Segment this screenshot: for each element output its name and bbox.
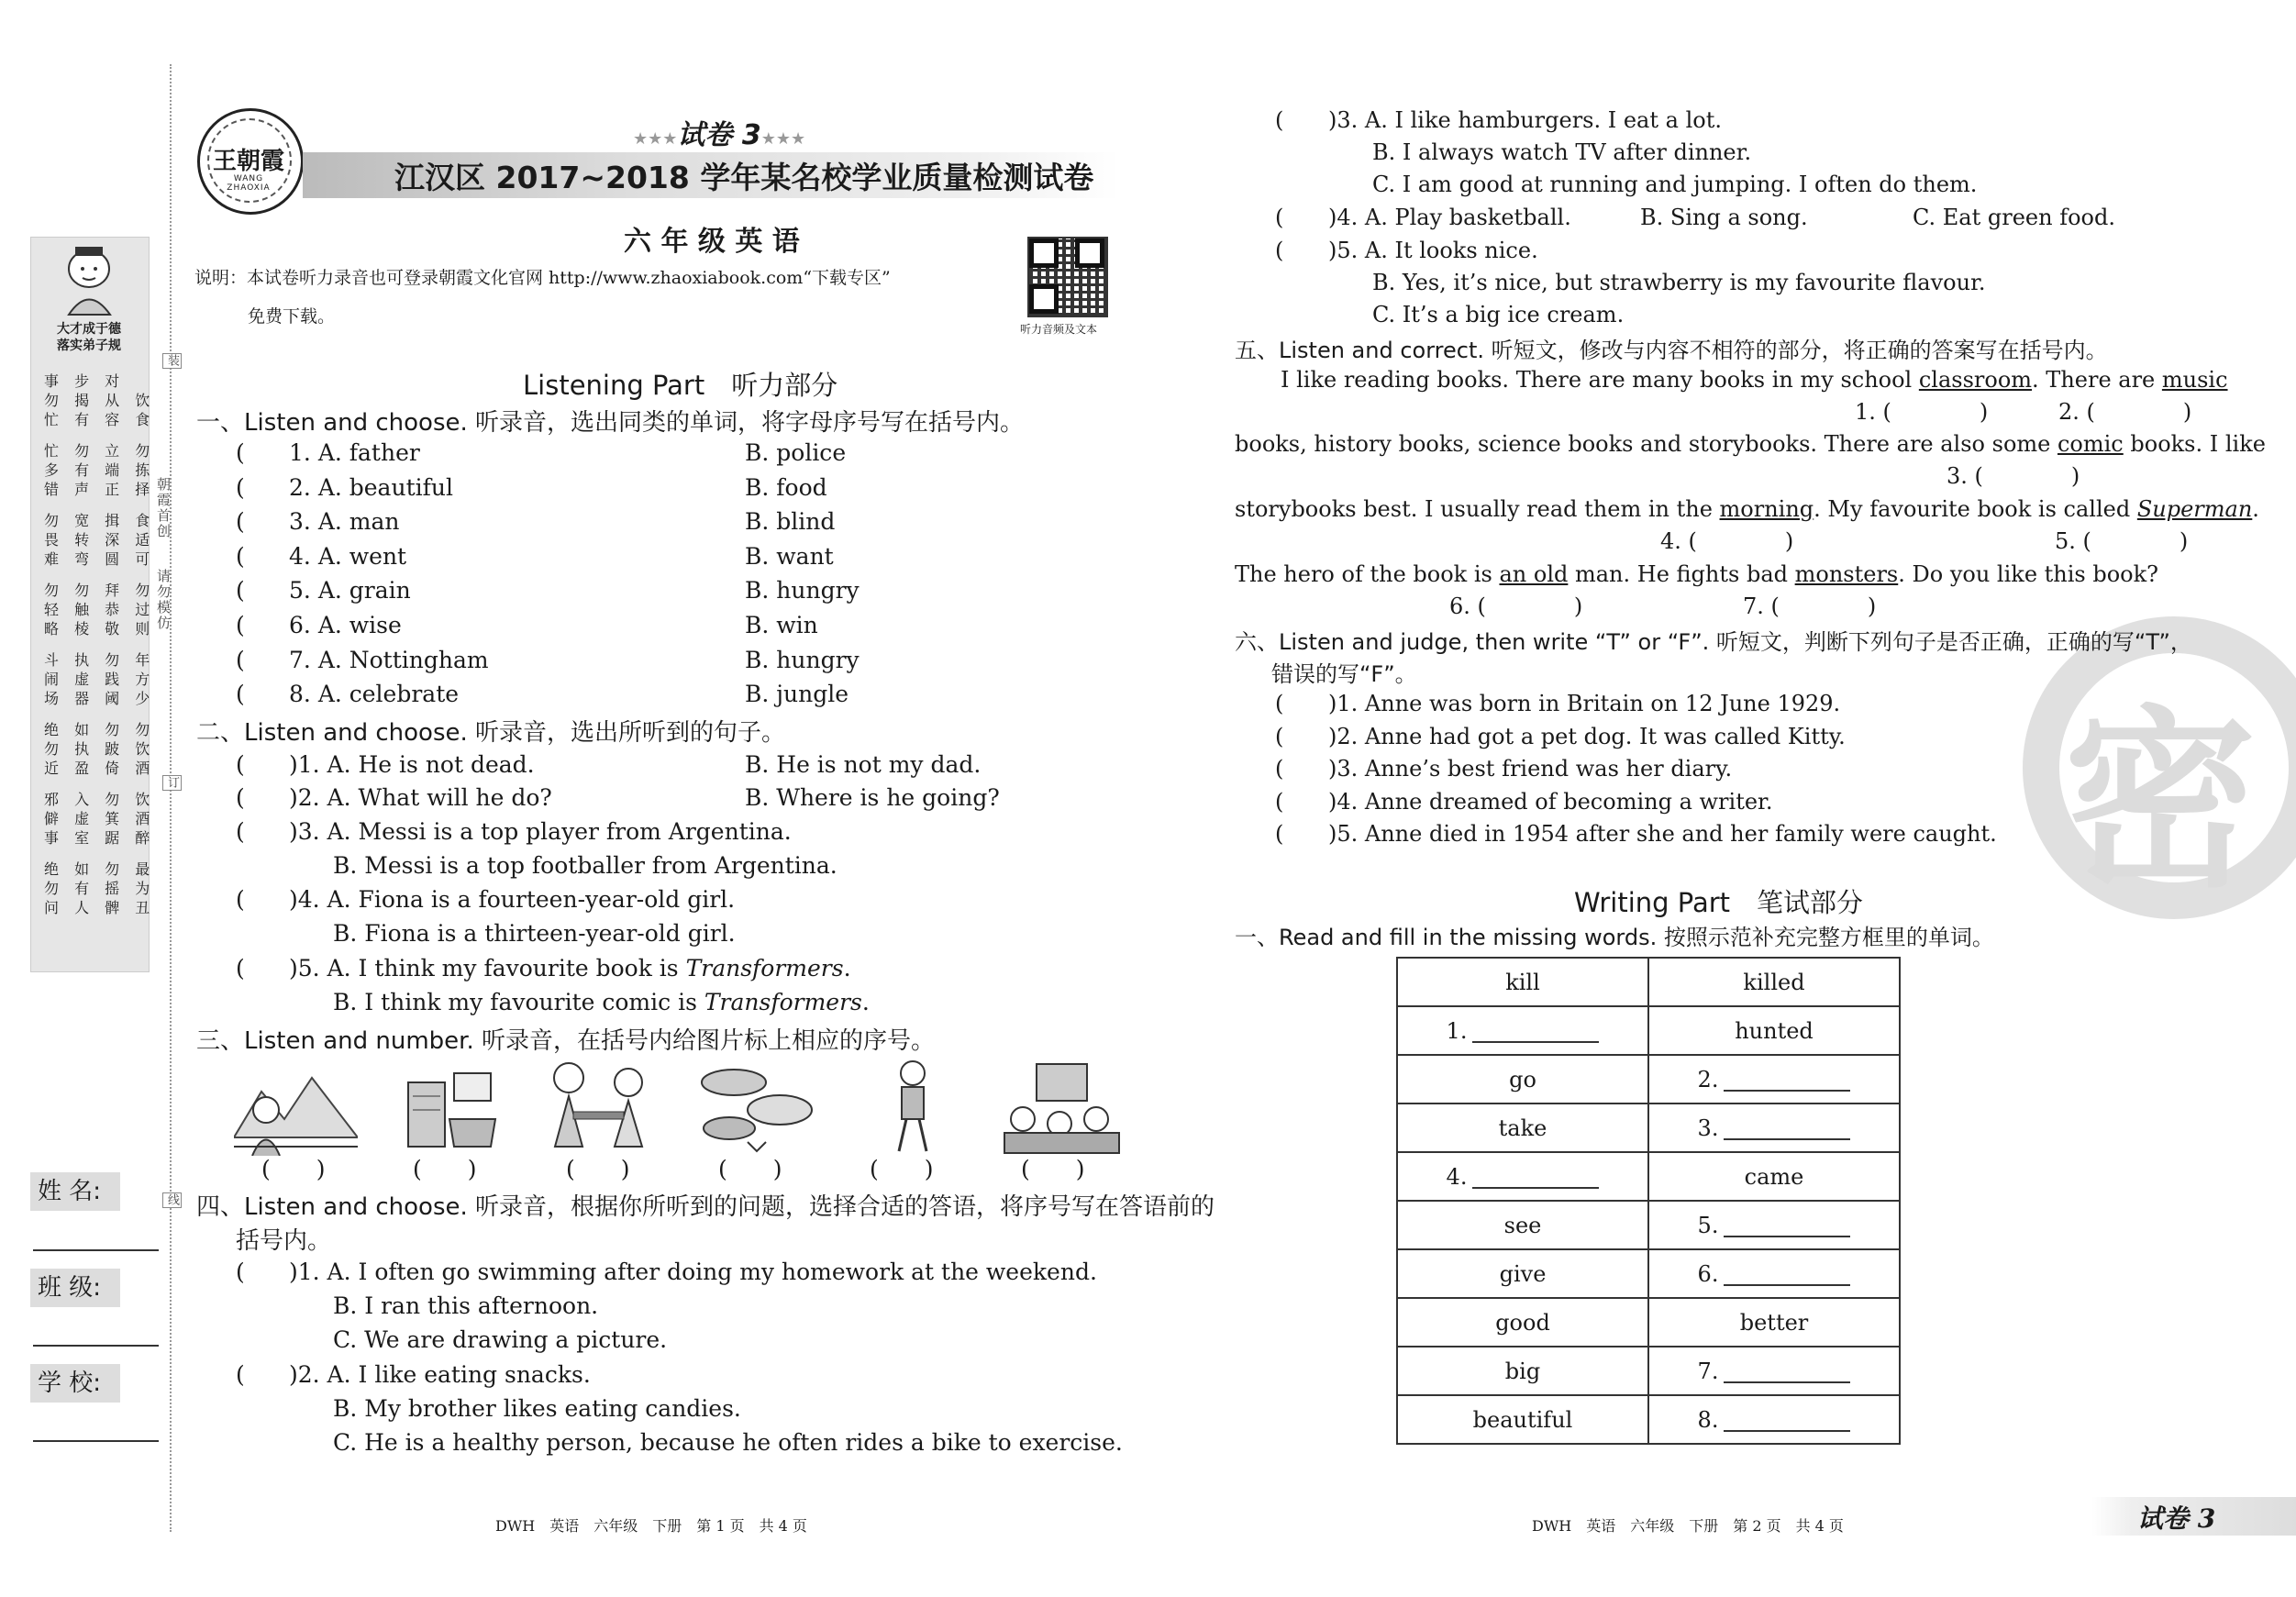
- table-row: [1397, 1298, 1900, 1347]
- fill-in-cell[interactable]: [1648, 1249, 1900, 1298]
- cell-text: 6.: [1697, 1260, 1719, 1287]
- proverb-line: 事 室 踞 醉: [44, 829, 156, 847]
- option-a: A. went: [317, 543, 407, 570]
- s1-item-a: [236, 541, 406, 572]
- cell-text: 3.: [1697, 1115, 1719, 1141]
- item-number: 5.: [289, 577, 311, 604]
- answer-blank[interactable]: [1724, 1118, 1850, 1140]
- s1-item-a: [236, 438, 420, 469]
- statement: )2. Anne had got a pet dog. It was called Kitty.: [1328, 724, 1846, 749]
- proverb-line: 场 器 阈 少: [44, 690, 156, 707]
- answer-bracket[interactable]: (: [236, 508, 245, 535]
- s5-line1: I like reading books. There are many books in my school classroom. There are music: [1281, 367, 2228, 393]
- proverb-line: 勿 有 摇 为: [44, 880, 156, 897]
- answer-blank[interactable]: [1724, 1070, 1850, 1092]
- qr-corner: [1029, 284, 1059, 314]
- logo-text: 王朝霞: [212, 148, 284, 175]
- s1-item-b: B. jungle: [745, 681, 849, 707]
- writing-part-title: Writing Part 笔试部分: [1574, 887, 1864, 918]
- proverb-line: 绝 如 勿 最: [44, 860, 156, 878]
- qr-corner: [1075, 238, 1104, 268]
- s2-item5-a: ( )5. A. I think my favourite book is Transformers.: [236, 955, 851, 981]
- s5-mark2[interactable]: 2. ( ): [2058, 399, 2192, 425]
- answer-bracket[interactable]: (: [236, 577, 245, 604]
- answer-blank[interactable]: [1472, 1167, 1599, 1189]
- section6-heading-line2: 错误的写“F”。: [1271, 661, 1417, 687]
- cell-text: 8.: [1697, 1406, 1719, 1433]
- picture-answer-bracket[interactable]: ( ): [566, 1156, 630, 1182]
- proverb-line: 忙 有 容 食: [44, 411, 156, 428]
- answer-blank[interactable]: [1724, 1361, 1850, 1383]
- cut-mark: 订: [162, 775, 182, 791]
- listening-part-title: Listening Part 听力部分: [523, 370, 838, 401]
- picture-answer-bracket[interactable]: ( ): [718, 1156, 782, 1182]
- s4-q3-c: C. I am good at running and jumping. I often do them.: [1372, 172, 1978, 197]
- s5-mark6[interactable]: 6. ( ): [1449, 593, 1583, 619]
- word-cell: [1397, 1249, 1648, 1298]
- word-cell: [1397, 1298, 1648, 1347]
- s4-q1-c: C. We are drawing a picture.: [333, 1326, 668, 1353]
- proverb-line: 轻 触 恭 过: [44, 601, 156, 618]
- cell-text: kill: [1505, 969, 1540, 995]
- exam-title: 江汉区 2017~2018 学年某名校学业质量检测试卷: [394, 160, 1094, 195]
- picture-family-watching-tv: [1000, 1055, 1124, 1156]
- option-a: A. man: [317, 508, 400, 535]
- s5-mark5[interactable]: 5. ( ): [2055, 528, 2189, 554]
- mascot-figure: [55, 243, 124, 316]
- proverb-line: 僻 虚 箕 酒: [44, 810, 156, 827]
- proverb-gap: [44, 429, 136, 441]
- cell-text: take: [1498, 1115, 1547, 1141]
- section4-heading: 四、Listen and choose. 听录音，根据你所听到的问题，选择合适的答语，将序号写在答语前的: [196, 1193, 1215, 1221]
- word-cell: [1397, 1055, 1648, 1103]
- fill-in-cell[interactable]: [1397, 1006, 1648, 1055]
- cell-text: 4.: [1446, 1163, 1468, 1190]
- answer-bracket[interactable]: (: [1275, 724, 1284, 749]
- option-a: A. grain: [317, 577, 411, 604]
- s4-q3-b: B. I always watch TV after dinner.: [1372, 139, 1752, 165]
- proverb-line: 难 弯 圆 可: [44, 550, 156, 568]
- section6-heading: 六、Listen and judge, then write “T” or “F”. 听短文，判断下列句子是否正确，正确的写“T”，: [1235, 629, 2192, 655]
- name-label: 姓 名:: [30, 1172, 120, 1211]
- word-cell: [1648, 1006, 1900, 1055]
- cell-text: beautiful: [1472, 1406, 1573, 1433]
- s2-item2-a: ( )2. A. What will he do?: [236, 784, 552, 811]
- s1-item-a: [236, 472, 453, 504]
- s1-item-b: B. police: [745, 439, 847, 466]
- s1-item-a: [236, 506, 399, 538]
- fill-in-cell[interactable]: [1648, 1395, 1900, 1444]
- s4-q1-b: B. I ran this afternoon.: [333, 1292, 599, 1319]
- writing-section1-heading: 一、Read and fill in the missing words. 按照示范补充完整方框里的单词。: [1235, 925, 1994, 950]
- answer-blank[interactable]: [1724, 1410, 1850, 1432]
- qr-caption: 听力音频及文本: [1020, 323, 1098, 336]
- answer-bracket[interactable]: (: [236, 439, 245, 466]
- table-row: [1397, 1006, 1900, 1055]
- footer-right: DWH 英语 六年级 下册 第 2 页 共 4 页: [1532, 1517, 1844, 1535]
- word-cell: [1397, 1103, 1648, 1152]
- s2-item4-a: ( )4. A. Fiona is a fourteen-year-old girl.: [236, 886, 736, 913]
- s5-mark4[interactable]: 4. ( ): [1660, 528, 1794, 554]
- s2-item3-a: ( )3. A. Messi is a top player from Argentina.: [236, 818, 792, 845]
- s5-line4: The hero of the book is an old man. He fights bad monsters. Do you like this book?: [1235, 561, 2159, 587]
- proverb-gap: [44, 569, 136, 581]
- proverb-line: 勿 执 跛 饮: [44, 740, 156, 758]
- vertical-note-no-copy: 请勿模仿: [155, 569, 172, 631]
- logo-subtext: WANG ZHAOXIA: [227, 174, 271, 193]
- proverb-line: 多 有 端 拣: [44, 461, 156, 479]
- proverbs-list: [44, 372, 156, 917]
- s1-item-a: [236, 645, 489, 676]
- item-number: 1.: [289, 439, 311, 466]
- proverb-gap: [44, 848, 136, 859]
- statement: )3. Anne’s best friend was her diary.: [1328, 756, 1733, 782]
- s4-q1-a: ( )1. A. I often go swimming after doing my homework at the weekend.: [236, 1259, 1097, 1285]
- option-a: A. Nottingham: [317, 647, 489, 673]
- proverb-gap: [44, 708, 136, 720]
- s6-item: [1275, 688, 1840, 719]
- answer-bracket[interactable]: (: [236, 647, 245, 673]
- answer-blank[interactable]: [1724, 1264, 1850, 1286]
- s4-q5-c: C. It’s a big ice cream.: [1372, 302, 1625, 327]
- s1-item-a: [236, 575, 411, 606]
- footer-badge-text: 试卷 3: [2137, 1503, 2216, 1534]
- item-number: 6.: [289, 612, 311, 638]
- item-number: 7.: [289, 647, 311, 673]
- cut-mark: 装: [162, 353, 182, 369]
- s6-item: [1275, 818, 1997, 849]
- answer-blank[interactable]: [1472, 1021, 1599, 1043]
- s4-q2-a: ( )2. A. I like eating snacks.: [236, 1361, 591, 1388]
- s5-line2: books, history books, science books and storybooks. There are also some comic books. I like: [1235, 431, 2266, 457]
- vertical-note-original: 朝霞首创: [155, 477, 172, 539]
- cell-text: 5.: [1697, 1212, 1719, 1238]
- answer-bracket[interactable]: (: [1275, 821, 1284, 847]
- proverb-line: 近 盈 倚 酒: [44, 760, 156, 777]
- table-row: [1397, 1249, 1900, 1298]
- proverb-line: 邪 入 勿 饮: [44, 791, 156, 808]
- answer-bracket[interactable]: (: [1275, 691, 1284, 716]
- proverb-gap: [44, 499, 136, 511]
- picture-answer-bracket[interactable]: ( ): [261, 1156, 326, 1182]
- proverb-line: 忙 勿 立 勿: [44, 442, 156, 460]
- school-label: 学 校:: [30, 1364, 120, 1403]
- word-cell: [1397, 958, 1648, 1006]
- section4-heading-line2: 括号内。: [236, 1227, 332, 1255]
- s5-mark1[interactable]: 1. ( ): [1855, 399, 1989, 425]
- s2-item5-b: B. I think my favourite comic is Transformers.: [333, 989, 870, 1015]
- option-a: A. beautiful: [317, 474, 453, 501]
- option-a: A. wise: [317, 612, 402, 638]
- s6-item: [1275, 753, 1732, 784]
- s2-item1-b: B. He is not my dad.: [745, 751, 982, 778]
- s2-item4-b: B. Fiona is a thirteen-year-old girl.: [333, 920, 736, 947]
- s1-item-a: [236, 610, 402, 641]
- cell-text: hunted: [1735, 1017, 1814, 1044]
- cell-text: 1.: [1446, 1017, 1468, 1044]
- motto-caption: 大才成于德 落实弟子规: [57, 322, 121, 353]
- s6-item: [1275, 786, 1773, 817]
- proverb-line: 畏 转 深 适: [44, 531, 156, 549]
- proverb-line: 事 步 对: [44, 372, 126, 390]
- proverb-line: 勿 揭 从 饮: [44, 392, 156, 409]
- qr-corner: [1029, 238, 1059, 268]
- subject-title: 六 年 级 英 语: [624, 226, 800, 258]
- s2-item2-b: B. Where is he going?: [745, 784, 1000, 811]
- picture-answer-bracket[interactable]: ( ): [413, 1156, 477, 1182]
- verb-forms-table: [1396, 957, 1901, 1445]
- word-cell: [1397, 1347, 1648, 1395]
- picture-walking-boy: [858, 1055, 982, 1156]
- proverb-line: 略 棱 敬 则: [44, 620, 156, 638]
- s1-item-b: B. blind: [745, 508, 836, 535]
- answer-blank[interactable]: [1724, 1215, 1850, 1237]
- cell-text: see: [1503, 1212, 1542, 1238]
- s1-item-b: B. hungry: [745, 647, 860, 673]
- note-line-1: 说明：本试卷听力录音也可登录朝霞文化官网 http://www.zhaoxiabook.com“下载专区”: [194, 268, 891, 288]
- section2-heading: 二、Listen and choose. 听录音，选出所听到的句子。: [196, 719, 786, 747]
- class-field[interactable]: [33, 1345, 159, 1347]
- s1-item-b: B. hungry: [745, 577, 860, 604]
- fill-in-cell[interactable]: [1648, 1347, 1900, 1395]
- item-number: 3.: [289, 508, 311, 535]
- fill-in-cell[interactable]: [1648, 1055, 1900, 1103]
- school-field[interactable]: [33, 1440, 159, 1442]
- s4-q4-c: C. Eat green food.: [1913, 205, 2115, 230]
- picture-book-and-bag: [385, 1055, 509, 1156]
- section1-heading: 一、Listen and choose. 听录音，选出同类的单词，将字母序号写在括号内。: [196, 409, 1025, 437]
- table-row: [1397, 1347, 1900, 1395]
- s4-q4-a: ( )4. A. Play basketball.: [1275, 205, 1571, 230]
- section3-heading: 三、Listen and number. 听录音，在括号内给图片标上相应的序号。: [196, 1027, 935, 1055]
- item-number: 8.: [289, 681, 311, 707]
- answer-bracket[interactable]: (: [236, 474, 245, 501]
- s5-mark7[interactable]: 7. ( ): [1743, 593, 1877, 619]
- option-a: A. father: [317, 439, 420, 466]
- section5-heading: 五、Listen and correct. 听短文，修改与内容不相符的部分，将正确的答案写在括号内。: [1235, 338, 2108, 363]
- table-row: [1397, 958, 1900, 1006]
- statement: )4. Anne dreamed of becoming a writer.: [1328, 789, 1773, 815]
- answer-bracket[interactable]: (: [236, 612, 245, 638]
- statement: )5. Anne died in 1954 after she and her family were caught.: [1328, 821, 1997, 847]
- s4-q4-b: B. Sing a song.: [1640, 205, 1808, 230]
- proverb-line: 绝 如 勿 勿: [44, 721, 156, 738]
- secret-stamp-char: 密: [2064, 689, 2257, 914]
- answer-bracket[interactable]: (: [236, 681, 245, 707]
- picture-children-with-ruler: [537, 1055, 660, 1156]
- cell-text: go: [1509, 1066, 1536, 1092]
- paper-label: ★★★试卷 3★★★: [633, 119, 806, 151]
- s1-item-b: B. food: [745, 474, 827, 501]
- cell-text: 7.: [1697, 1358, 1719, 1384]
- word-cell: [1648, 1298, 1900, 1347]
- s5-mark3[interactable]: 3. ( ): [1947, 463, 2080, 489]
- s4-q2-c: C. He is a healthy person, because he often rides a bike to exercise.: [333, 1429, 1123, 1456]
- table-row: [1397, 1201, 1900, 1249]
- word-cell: [1397, 1395, 1648, 1444]
- cell-text: good: [1495, 1309, 1550, 1336]
- fill-in-cell[interactable]: [1397, 1152, 1648, 1201]
- s4-q3-a: ( )3. A. I like hamburgers. I eat a lot.: [1275, 107, 1722, 133]
- s1-item-b: B. win: [745, 612, 818, 638]
- proverb-gap: [44, 638, 136, 650]
- answer-bracket[interactable]: (: [236, 543, 245, 570]
- s1-item-a: [236, 679, 459, 710]
- fill-in-cell[interactable]: [1648, 1103, 1900, 1152]
- s4-q5-b: B. Yes, it’s nice, but strawberry is my favourite flavour.: [1372, 270, 1986, 295]
- table-row: [1397, 1152, 1900, 1201]
- proverb-line: 勿 宽 揖 食: [44, 512, 156, 529]
- word-cell: [1648, 958, 1900, 1006]
- binding-dotted-line: [170, 64, 172, 1532]
- cell-text: killed: [1743, 969, 1805, 995]
- cut-mark: 线: [162, 1192, 182, 1208]
- proverb-line: 勿 勿 拜 勿: [44, 582, 156, 599]
- word-cell: [1397, 1201, 1648, 1249]
- answer-bracket[interactable]: (: [1275, 756, 1284, 782]
- table-row: [1397, 1395, 1900, 1444]
- option-a: A. celebrate: [317, 681, 460, 707]
- proverb-line: 问 人 髀 丑: [44, 899, 156, 916]
- picture-mountain-scene: [234, 1055, 358, 1156]
- cell-text: give: [1499, 1260, 1547, 1287]
- picture-food-plates: [693, 1055, 816, 1156]
- cell-text: came: [1744, 1163, 1804, 1190]
- table-row: [1397, 1103, 1900, 1152]
- footer-left: DWH 英语 六年级 下册 第 1 页 共 4 页: [495, 1517, 807, 1535]
- answer-bracket[interactable]: (: [1275, 789, 1284, 815]
- name-field[interactable]: [33, 1249, 159, 1251]
- proverb-gap: [44, 778, 136, 790]
- s4-q5-a: ( )5. A. It looks nice.: [1275, 238, 1538, 263]
- s2-item1-a: ( )1. A. He is not dead.: [236, 751, 535, 778]
- s2-item3-b: B. Messi is a top footballer from Argentina.: [333, 852, 837, 879]
- picture-answer-bracket[interactable]: ( ): [870, 1156, 934, 1182]
- table-row: [1397, 1055, 1900, 1103]
- statement: )1. Anne was born in Britain on 12 June 1929.: [1328, 691, 1841, 716]
- cell-text: big: [1504, 1358, 1541, 1384]
- item-number: 2.: [289, 474, 311, 501]
- proverb-line: 闹 虚 践 方: [44, 671, 156, 688]
- s6-item: [1275, 721, 1846, 752]
- picture-answer-bracket[interactable]: ( ): [1021, 1156, 1085, 1182]
- s1-item-b: B. want: [745, 543, 834, 570]
- cell-text: better: [1739, 1309, 1809, 1336]
- proverb-line: 斗 执 勿 年: [44, 651, 156, 669]
- note-line-2: 免费下载。: [248, 306, 336, 327]
- fill-in-cell[interactable]: [1648, 1201, 1900, 1249]
- cell-text: 2.: [1697, 1066, 1719, 1092]
- proverb-line: 错 声 正 择: [44, 481, 156, 498]
- item-number: 4.: [289, 543, 311, 570]
- word-cell: [1648, 1152, 1900, 1201]
- class-label: 班 级:: [30, 1269, 120, 1307]
- s5-line3: storybooks best. I usually read them in the morning. My favourite book is called Superman.: [1235, 496, 2259, 522]
- s4-q2-b: B. My brother likes eating candies.: [333, 1395, 741, 1422]
